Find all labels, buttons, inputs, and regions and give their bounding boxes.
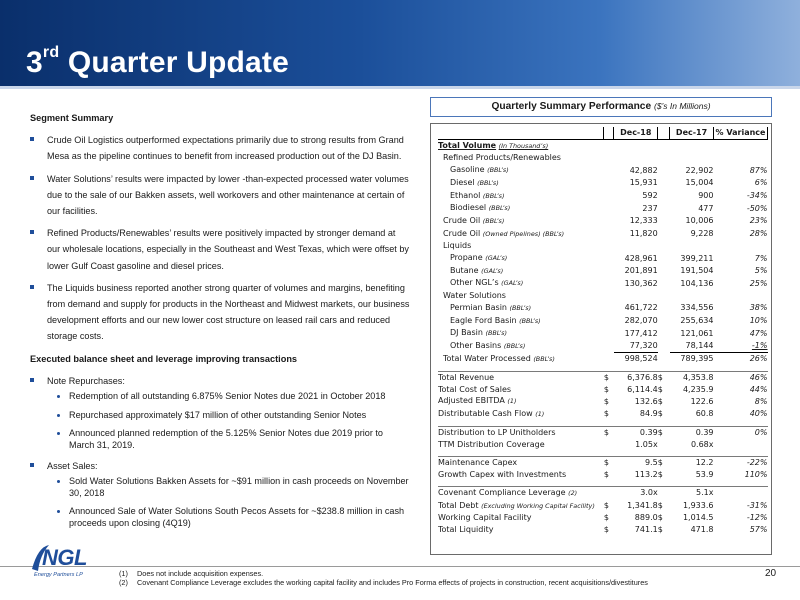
- table-header-row: [438, 127, 768, 139]
- page-title: 3rd Quarter Update: [26, 44, 290, 79]
- table-row: Diesel (BBL’s) 15,931 15,004 6%: [450, 177, 768, 188]
- table-row: Biodiesel (BBL’s) 237 477 -50%: [450, 203, 768, 213]
- dot-bullet-icon: [57, 510, 60, 513]
- sub-bullet: Announced planned redemption of the 5.125% Senior Notes due 2019 prior to March 31, 2019.: [47, 428, 410, 451]
- footnote: (2) Covenant Compliance Leverage excludes the working capital facility and includes Pro Forma effects of projects in construction, recent acquisitions/divestitures: [119, 578, 648, 588]
- asset-sales-list: [47, 476, 410, 529]
- sub-bullet: Sold Water Solutions Bakken Assets for ~$91 million in cash proceeds on November 30, 2018: [47, 476, 410, 499]
- table-row: Total Cost of Sales $ 6,114.4 $ 4,235.9 44%: [438, 384, 768, 394]
- square-bullet-icon: [30, 285, 34, 289]
- balance-sheet-heading: Executed balance sheet and leverage improving transactions: [30, 353, 298, 364]
- table-row: Total Liquidity $ 741.1 $ 471.8 57%: [438, 525, 768, 535]
- table-row: Refined Products/Renewables: [443, 153, 561, 163]
- quarterly-summary-table: [438, 127, 768, 536]
- col-variance: % Variance: [714, 127, 768, 139]
- table-row: Working Capital Facility $ 889.0 $ 1,014.5 -12%: [438, 513, 768, 523]
- table-row: Propane (GAL’s) 428,961 399,211 7%: [450, 253, 768, 263]
- dot-bullet-icon: [57, 480, 60, 483]
- segment-bullets: [30, 132, 410, 344]
- table-row: Eagle Ford Basin (BBL’s) 282,070 255,634 10%: [450, 315, 768, 326]
- segment-bullet: Refined Products/Renewables’ results were positively impacted by stronger demand at our wholesale locations, especially in the Southeast and West Texas, which were offset by lower Gulf Coast gasoline and diesel prices.: [30, 225, 410, 274]
- header-band: [0, 0, 800, 86]
- table-row: TTM Distribution Coverage 1.05x 0.68x: [438, 439, 714, 449]
- transaction-bullets: [30, 373, 410, 529]
- table-row: Total Volume (In Thousand’s): [438, 140, 549, 150]
- segment-summary-heading: Segment Summary: [30, 113, 114, 123]
- square-bullet-icon: [30, 176, 34, 180]
- table-row: Ethanol (BBL’s) 592 900 -34%: [450, 190, 768, 201]
- sub-bullet: Repurchased approximately $17 million of other outstanding Senior Notes: [47, 410, 410, 422]
- table-row: Total Water Processed (BBL’s) 998,524 789,395 26%: [443, 353, 768, 364]
- col-dec17: Dec-17: [670, 127, 714, 139]
- segment-bullet: Crude Oil Logistics outperformed expectations primarily due to strong results from Grand Mesa as the pipeline continues to benefit from increased production out of the DJ Basin.: [30, 132, 410, 164]
- table-row: Adjusted EBITDA (1) $ 132.6 $ 122.6 8%: [438, 396, 768, 406]
- table-row: Crude Oil (Owned Pipelines) (BBL’s) 11,820 9,228 28%: [443, 228, 768, 239]
- table-row: Distribution to LP Unitholders $ 0.39 $ 0.39 0%: [438, 428, 768, 438]
- asset-sales: Asset Sales: Sold Water Solutions Bakken Assets for ~$91 million in cash proceeds on November 30, 2018 Announced Sale of Water Solutions South Pecos Assets for ~$238.8 million in cash proceeds upon closing (4Q19): [30, 458, 410, 529]
- table-heading: Quarterly Summary Performance ($’s In Millions): [430, 97, 772, 117]
- header-rule: [0, 86, 800, 89]
- table-row: Permian Basin (BBL’s) 461,722 334,556 38%: [450, 302, 768, 313]
- table-row: Total Revenue $ 6,376.8 $ 4,353.8 46%: [438, 372, 768, 382]
- segment-bullet: Water Solutions’ results were impacted by lower -than-expected processed water volumes due to the sale of our Bakken assets, well workovers and other maintenance at certain of our facilities.: [30, 171, 410, 220]
- table-row: Other Basins (BBL’s) 77,320 78,144 -1%: [438, 340, 768, 353]
- col-dec18: Dec-18: [614, 127, 658, 139]
- sub-bullet: Redemption of all outstanding 6.875% Senior Notes due 2021 in October 2018: [47, 391, 410, 403]
- square-bullet-icon: [30, 230, 34, 234]
- table-row: Distributable Cash Flow (1) $ 84.9 $ 60.8 40%: [438, 408, 768, 419]
- dot-bullet-icon: [57, 432, 60, 435]
- square-bullet-icon: [30, 463, 34, 467]
- table-row: Water Solutions: [443, 291, 506, 301]
- footnote: (1) Does not include acquisition expenses.: [119, 569, 264, 578]
- table-row: Gasoline (BBL’s) 42,882 22,902 87%: [450, 165, 768, 175]
- table-row: DJ Basin (BBL’s) 177,412 121,061 47%: [450, 328, 768, 338]
- square-bullet-icon: [30, 137, 34, 141]
- table-row: Total Debt (Excluding Working Capital Facility) $ 1,341.8 $ 1,933.6 -31%: [438, 500, 768, 511]
- table-row: Crude Oil (BBL’s) 12,333 10,006 23%: [443, 215, 768, 226]
- table-row: Liquids: [443, 241, 472, 251]
- segment-bullet: The Liquids business reported another strong quarter of volumes and margins, benefiting from demand and supply for products in the Northeast and Midwest markets, our business development efforts and our new lower cost structure on leased rail cars and reduced storage costs.: [30, 280, 410, 345]
- dot-bullet-icon: [57, 395, 60, 398]
- page-number: 20: [765, 568, 777, 579]
- footnotes: [119, 569, 648, 588]
- sub-bullet: Announced Sale of Water Solutions South Pecos Assets for ~$238.8 million in cash proceeds upon closing (4Q19): [47, 506, 410, 529]
- table-row: Growth Capex with Investments $ 113.2 $ 53.9 110%: [438, 469, 768, 479]
- table-row: Butane (GAL’s) 201,891 191,504 5%: [450, 265, 768, 276]
- company-logo: NGL Energy Partners LP: [30, 541, 100, 581]
- table-row: Covenant Compliance Leverage (2) 3.0x 5.1x: [438, 486, 768, 499]
- note-repurchases-list: [47, 391, 410, 451]
- dot-bullet-icon: [57, 414, 60, 417]
- table-row: Other NGL’s (GAL’s) 130,362 104,136 25%: [450, 278, 768, 288]
- table-row: Maintenance Capex $ 9.5 $ 12.2 -22%: [438, 458, 768, 468]
- note-repurchases: Note Repurchases: Redemption of all outstanding 6.875% Senior Notes due 2021 in October 2018 Repurchased approximately $17 million of other outstanding Senior Notes Announced planned redemption of the 5.125% Senior Notes due 2019 prior to March 31, 2019.: [30, 373, 410, 451]
- left-column: [30, 110, 410, 536]
- square-bullet-icon: [30, 378, 34, 382]
- footer-rule: [0, 566, 800, 567]
